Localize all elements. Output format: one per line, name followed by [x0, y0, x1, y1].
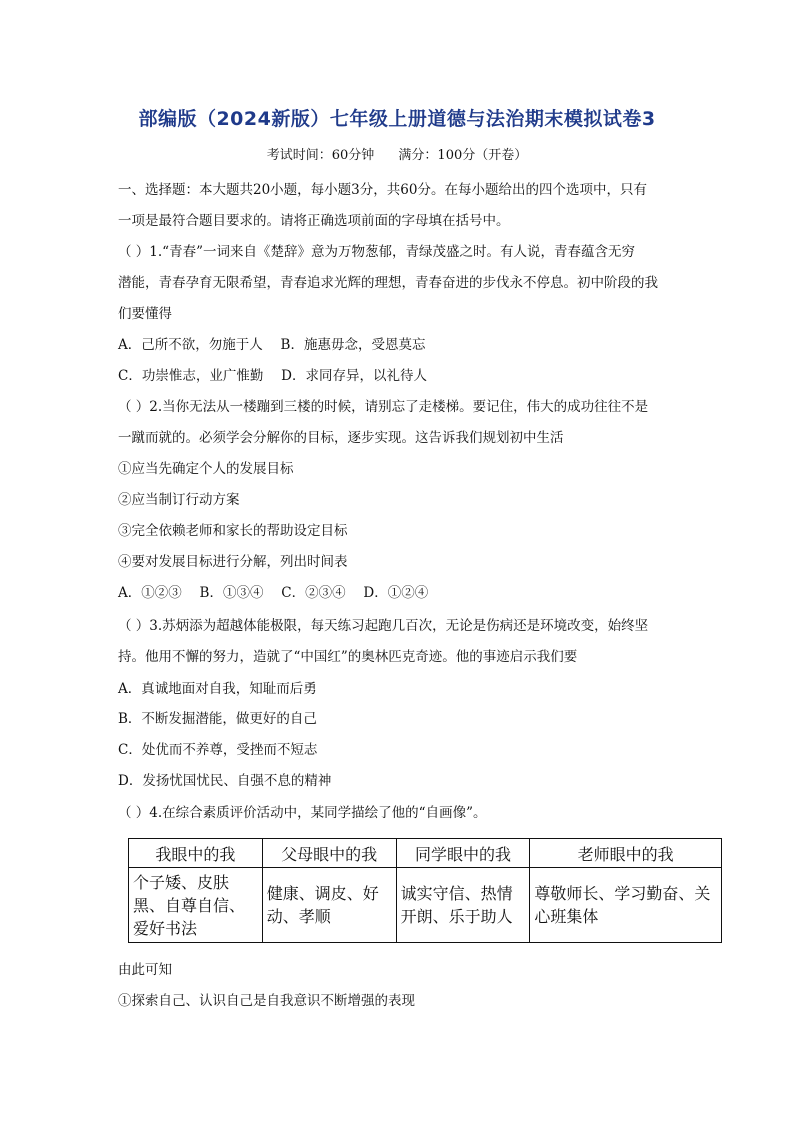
table-header-cell: 老师眼中的我	[530, 839, 722, 868]
question-1-stem-line-3: 们要懂得	[118, 306, 172, 322]
question-1-stem-line-2: 潜能，青春孕育无限希望，青春追求光辉的理想，青春奋进的步伐永不停息。初中阶段的我	[118, 275, 658, 291]
table-header-cell: 我眼中的我	[129, 839, 263, 868]
section-instruction-line-1: 一、选择题：本大题共20小题，每小题3分，共60分。在每小题给出的四个选项中，只有	[118, 182, 647, 198]
page-title: 部编版（2024新版）七年级上册道德与法治期末模拟试卷3	[138, 108, 656, 130]
question-4-statement-1: ①探索自己、认识自己是自我意识不断增强的表现	[118, 993, 415, 1009]
question-2-stem-line-2: 一蹴而就的。必须学会分解你的目标，逐步实现。这告诉我们规划初中生活	[118, 430, 564, 446]
question-1-options-ab: A．己所不欲，勿施于人 B．施惠毋念，受恩莫忘	[118, 337, 426, 353]
table-header-row	[129, 839, 722, 868]
table-cell: 健康、调皮、好动、孝顺	[262, 868, 396, 943]
question-3-option-b: B．不断发掘潜能，做更好的自己	[118, 711, 317, 727]
question-2-statement-2: ②应当制订行动方案	[118, 492, 240, 508]
question-3-option-a: A．真诚地面对自我，知耻而后勇	[118, 681, 317, 697]
question-3-option-d: D．发扬忧国忧民、自强不息的精神	[118, 773, 332, 789]
table-row	[129, 868, 722, 943]
section-instruction-line-2: 一项是最符合题目要求的。请将正确选项前面的字母填在括号中。	[118, 213, 510, 229]
table-header-cell: 同学眼中的我	[396, 839, 530, 868]
question-4-stem: （ ）4.在综合素质评价活动中，某同学描绘了他的“自画像”。	[118, 805, 487, 821]
question-3-option-c: C．处优而不养尊，受挫而不短志	[118, 742, 318, 758]
question-3-stem-line-2: 持。他用不懈的努力，造就了“中国红”的奥林匹克奇迹。他的事迹启示我们要	[118, 649, 578, 665]
question-2-statement-3: ③完全依赖老师和家长的帮助设定目标	[118, 523, 348, 539]
table-header-cell: 父母眼中的我	[262, 839, 396, 868]
self-portrait-table	[128, 838, 722, 943]
table-cell: 诚实守信、热情开朗、乐于助人	[396, 868, 530, 943]
table-cell: 个子矮、皮肤黑、自尊自信、爱好书法	[129, 868, 263, 943]
exam-info	[0, 144, 794, 163]
question-1-stem-line-1: （ ）1.“青春”一词来自《楚辞》意为万物葱郁，青绿茂盛之时。有人说，青春蕴含无穷	[118, 244, 635, 260]
question-2-stem-line-1: （ ）2.当你无法从一楼蹦到三楼的时候，请别忘了走楼梯。要记住，伟大的成功往往不是	[118, 399, 649, 415]
exam-time: 考试时间：60分钟	[266, 148, 375, 163]
question-1-options-cd: C．功崇惟志，业广惟勤 D．求同存异，以礼待人	[118, 368, 427, 384]
full-score: 满分：100分（开卷）	[398, 148, 528, 163]
table-cell: 尊敬师长、学习勤奋、关心班集体	[530, 868, 722, 943]
question-2-statement-1: ①应当先确定个人的发展目标	[118, 461, 294, 477]
question-2-options: A．①②③ B．①③④ C．②③④ D．①②④	[118, 585, 429, 601]
question-3-stem-line-1: （ ）3.苏炳添为超越体能极限，每天练习起跑几百次，无论是伤病还是环境改变，始终坚	[118, 618, 649, 634]
question-4-conclusion: 由此可知	[118, 962, 172, 978]
question-2-statement-4: ④要对发展目标进行分解，列出时间表	[118, 554, 348, 570]
